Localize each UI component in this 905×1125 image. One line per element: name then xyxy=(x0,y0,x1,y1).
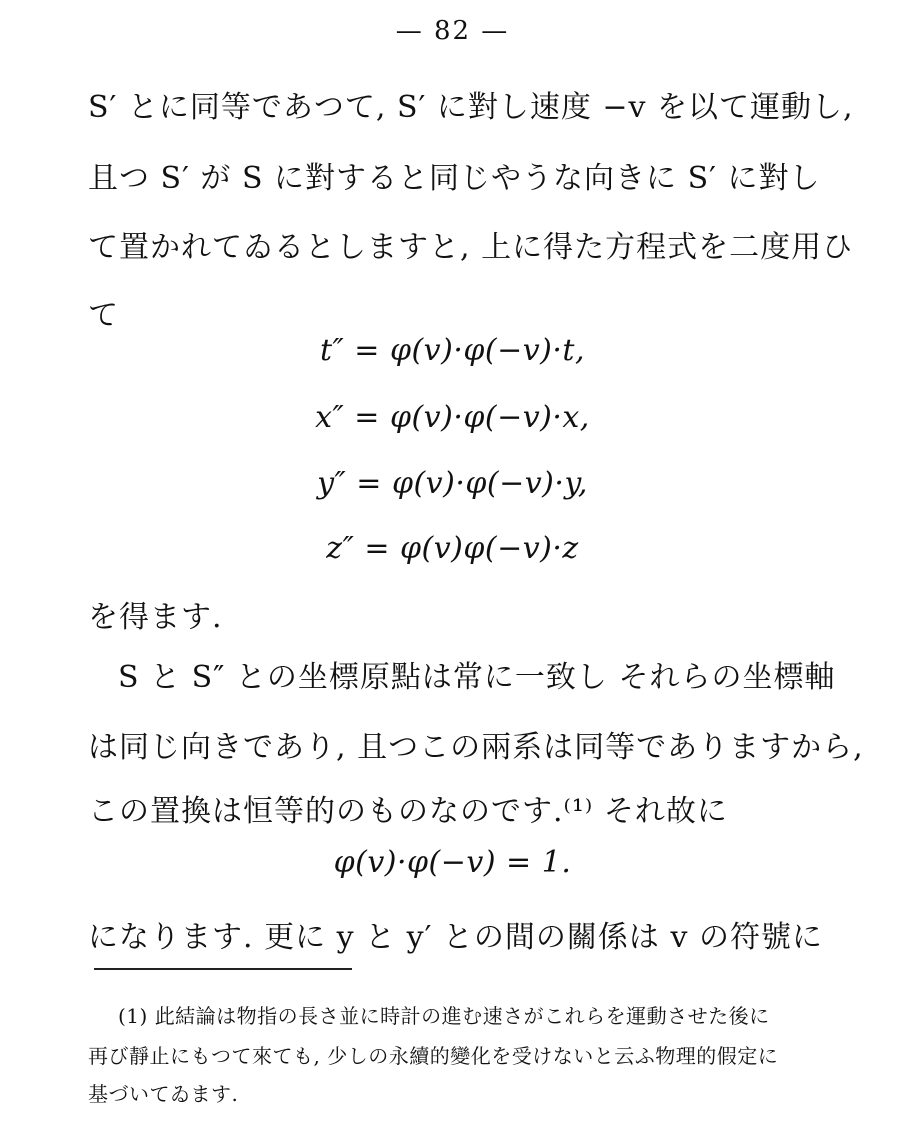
paragraph2-line-2: は同じ向きであり, 且つこの兩系は同等でありますから, xyxy=(88,730,864,765)
after-equations-text: を得ます. xyxy=(88,600,223,635)
page-number: — 82 — xyxy=(395,16,510,46)
paragraph2-line-3: この置換は恒等的のものなのです.⁽¹⁾ それ故に xyxy=(88,794,728,829)
footnote-line-2: 再び靜止にもつて來ても, 少しの永續的變化を受けないと云ふ物理的假定に xyxy=(88,1044,779,1068)
body-line-4: て xyxy=(88,298,119,333)
body-line-1: S′ とに同等であつて, S′ に對し速度 −v を以て運動し, xyxy=(88,90,854,125)
equation-z: z″ = φ(v)φ(−v)·z xyxy=(326,531,579,566)
footnote-line-3: 基づいてゐます. xyxy=(88,1082,239,1106)
paragraph2-line-1: S と S″ との坐標原點は常に一致し それらの坐標軸 xyxy=(118,660,836,695)
body-line-2: 且つ S′ が S に對すると同じやうな向きに S′ に對し xyxy=(88,161,821,196)
footnote-line-1: (1) 此結論は物指の長さ並に時計の進む速さがこれらを運動させた後に xyxy=(118,1004,770,1028)
body-line-3: て置かれてゐるとしますと, 上に得た方程式を二度用ひ xyxy=(88,230,854,265)
footnote-rule xyxy=(94,968,352,970)
last-body-line: になります. 更に y と y′ との間の關係は v の符號に xyxy=(88,920,823,955)
equation-x: x″ = φ(v)·φ(−v)·x, xyxy=(315,400,590,435)
equation-y: y″ = φ(v)·φ(−v)·y, xyxy=(317,466,588,501)
identity-equation: φ(v)·φ(−v) = 1. xyxy=(333,845,572,880)
equation-t: t″ = φ(v)·φ(−v)·t, xyxy=(320,333,585,368)
